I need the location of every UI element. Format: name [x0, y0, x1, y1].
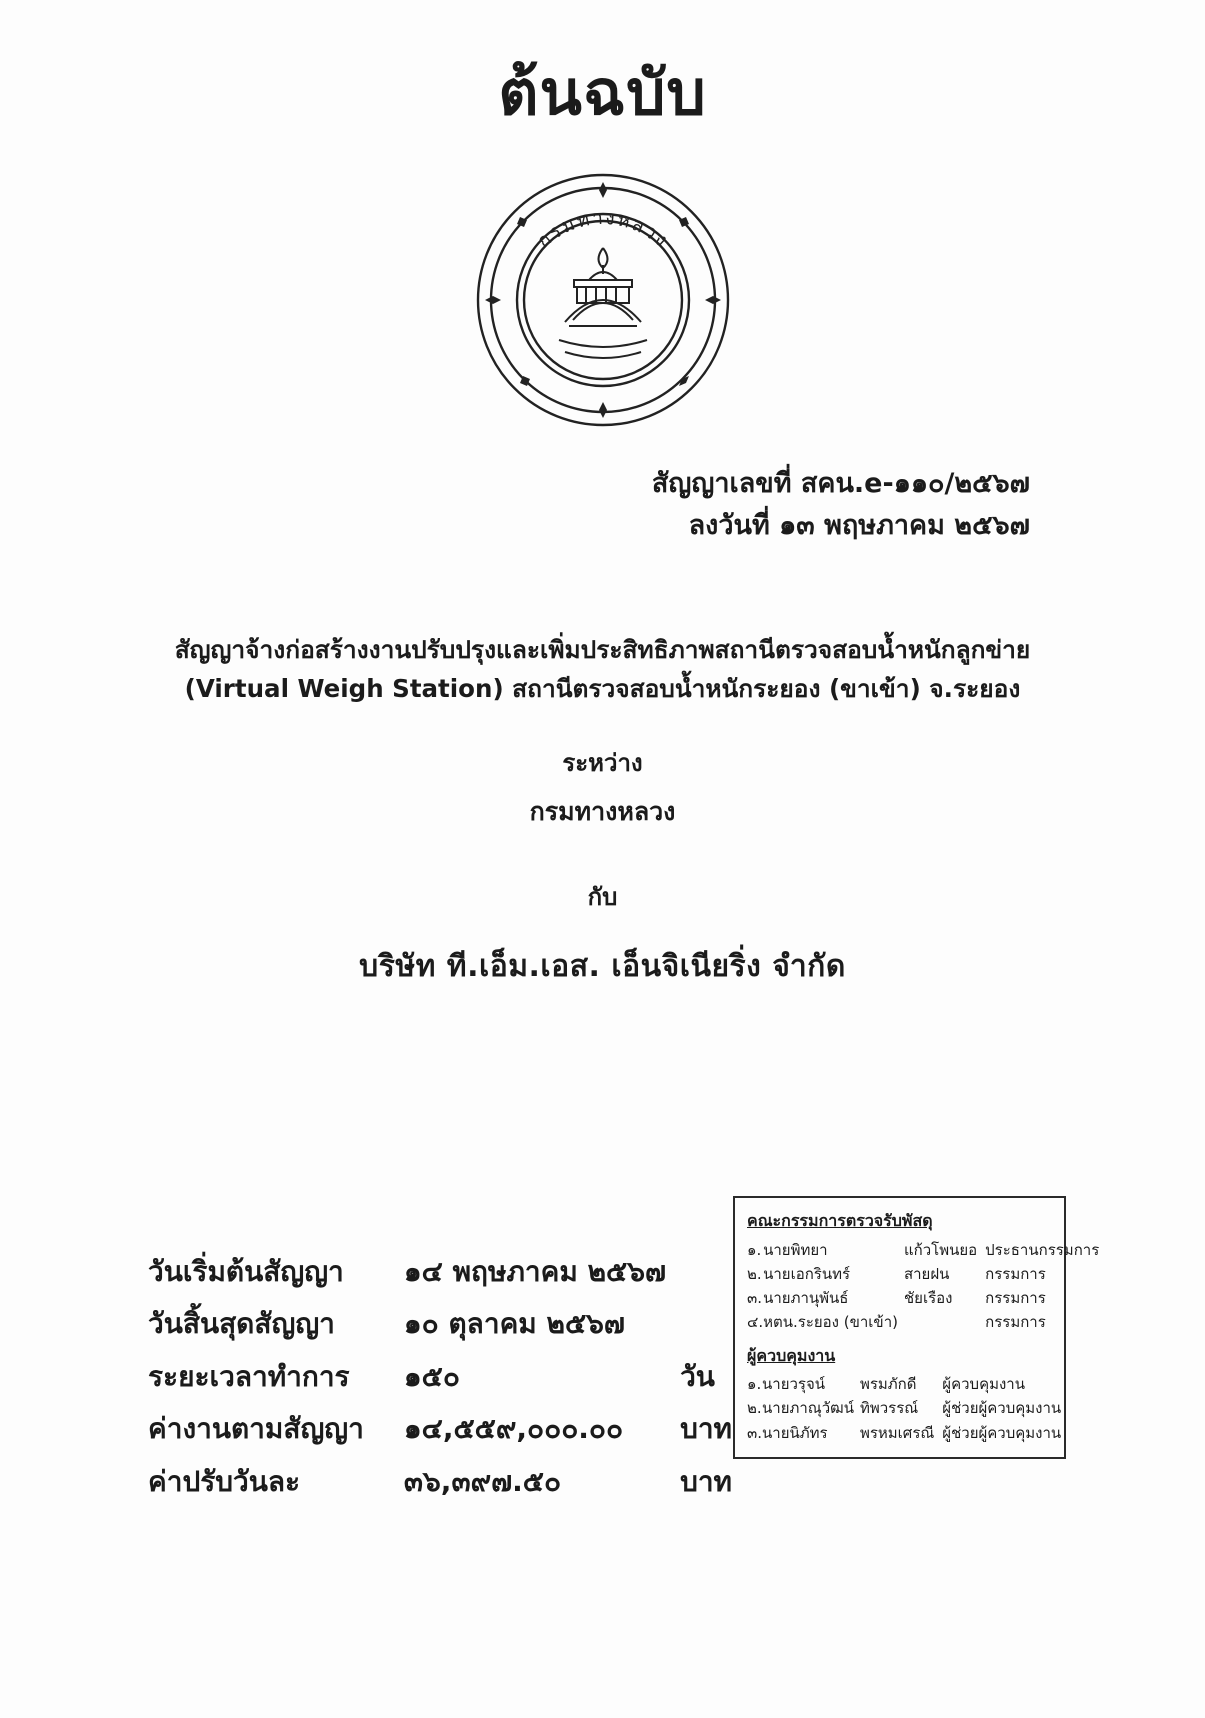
member-name: นายภานุพันธ์	[763, 1289, 849, 1308]
summary-row-label: ระยะเวลาทำการ	[148, 1359, 350, 1393]
member-surname: สายฝน	[903, 1264, 950, 1283]
member-name: นายนิภัทร	[762, 1423, 828, 1442]
member-name: นายภาณุวัฒน์	[762, 1399, 854, 1418]
committee-member-row	[747, 1372, 1061, 1396]
summary-row	[148, 1355, 732, 1407]
member-role: กรรมการ	[985, 1313, 1046, 1332]
member-surname: พรหมเศรณี	[859, 1423, 935, 1442]
summary-row-unit: บาท	[680, 1412, 733, 1446]
member-role: กรรมการ	[985, 1289, 1046, 1308]
member-role: ประธานกรรมการ	[985, 1240, 1100, 1259]
member-surname: ทิพวรรณ์	[859, 1399, 919, 1418]
summary-row	[148, 1407, 732, 1459]
member-name: หตน.ระยอง (ขาเข้า)	[763, 1313, 898, 1332]
summary-row-unit	[666, 1250, 732, 1302]
member-surname: ชัยเรือง	[903, 1289, 953, 1308]
member-number: ๓.	[747, 1289, 763, 1308]
member-surname: แก้วโพนยอ	[903, 1240, 978, 1259]
with-label: กับ	[587, 882, 618, 911]
member-role: ผู้ช่วยผู้ควบคุมงาน	[942, 1399, 1062, 1418]
committee-group-2-title: ผู้ควบคุมงาน	[747, 1345, 836, 1365]
summary-row-unit	[666, 1302, 732, 1354]
member-role: กรรมการ	[985, 1264, 1046, 1283]
member-number: ๑.	[747, 1240, 762, 1259]
committee-member-row	[747, 1262, 1099, 1286]
contract-title-line-2: (Virtual Weigh Station) สถานีตรวจสอบน้ำหนักระยอง (ขาเข้า) จ.ระยอง	[184, 674, 1021, 704]
summary-row-value: ๑๔,๕๕๙,๐๐๐.๐๐	[403, 1412, 624, 1446]
government-seal-icon	[473, 170, 733, 430]
page-title: ต้นฉบับ	[498, 56, 707, 129]
member-number: ๑.	[747, 1375, 762, 1394]
contract-title-line-1: สัญญาจ้างก่อสร้างงานปรับปรุงและเพิ่มประสิทธิภาพสถานีตรวจสอบน้ำหนักลูกข่าย	[174, 635, 1031, 664]
contract-summary	[148, 1250, 732, 1512]
committee-member-row	[747, 1396, 1061, 1420]
party-b-name: บริษัท ที.เอ็ม.เอส. เอ็นจิเนียริ่ง จำกัด	[359, 949, 846, 985]
summary-row-label: วันสิ้นสุดสัญญา	[148, 1307, 335, 1341]
contract-date: ลงวันที่ ๑๓ พฤษภาคม ๒๕๖๗	[688, 509, 1030, 541]
svg-text:กรมทางหลวง: กรมทางหลวง	[532, 206, 673, 253]
party-a-name: กรมทางหลวง	[529, 797, 676, 827]
summary-row	[148, 1460, 732, 1512]
summary-row-unit: วัน	[680, 1359, 715, 1393]
committee-member-row	[747, 1310, 1099, 1334]
member-number: ๒.	[747, 1264, 762, 1283]
member-surname: พรมภักดี	[859, 1375, 917, 1394]
summary-row-label: วันเริ่มต้นสัญญา	[148, 1255, 344, 1288]
member-name: นายพิทยา	[763, 1240, 828, 1259]
committee-group-1-title: คณะกรรมการตรวจรับพัสดุ	[747, 1211, 933, 1230]
member-surname	[904, 1310, 985, 1334]
summary-row-value: ๑๔ พฤษภาคม ๒๕๖๗	[403, 1255, 667, 1288]
member-number: ๔.	[747, 1313, 764, 1332]
summary-row	[148, 1250, 732, 1302]
committee-member-row	[747, 1421, 1061, 1445]
committee-member-row	[747, 1238, 1099, 1262]
member-name: นายวรุจน์	[762, 1375, 826, 1394]
contract-meta	[652, 463, 1030, 547]
member-role: ผู้ช่วยผู้ควบคุมงาน	[942, 1423, 1062, 1442]
contract-number: สัญญาเลขที่ สคน.e-๑๑๐/๒๕๖๗	[651, 468, 1030, 499]
summary-row-value: ๓๖,๓๙๗.๕๐	[403, 1464, 562, 1498]
member-number: ๓.	[747, 1423, 763, 1442]
parties-block	[0, 750, 1205, 983]
summary-row-label: ค่าปรับวันละ	[148, 1464, 301, 1498]
contract-title	[120, 630, 1085, 708]
summary-row-label: ค่างานตามสัญญา	[148, 1412, 364, 1446]
summary-row-value: ๑๐ ตุลาคม ๒๕๖๗	[403, 1307, 625, 1341]
committee-member-row	[747, 1286, 1099, 1310]
summary-row-unit: บาท	[680, 1464, 733, 1498]
member-name: นายเอกรินทร์	[763, 1264, 851, 1283]
between-label: ระหว่าง	[562, 749, 643, 777]
member-number: ๒.	[747, 1399, 762, 1418]
summary-row-value: ๑๕๐	[403, 1359, 460, 1393]
summary-row	[148, 1302, 732, 1354]
committee-box	[733, 1196, 1100, 1459]
member-role: ผู้ควบคุมงาน	[942, 1375, 1025, 1394]
